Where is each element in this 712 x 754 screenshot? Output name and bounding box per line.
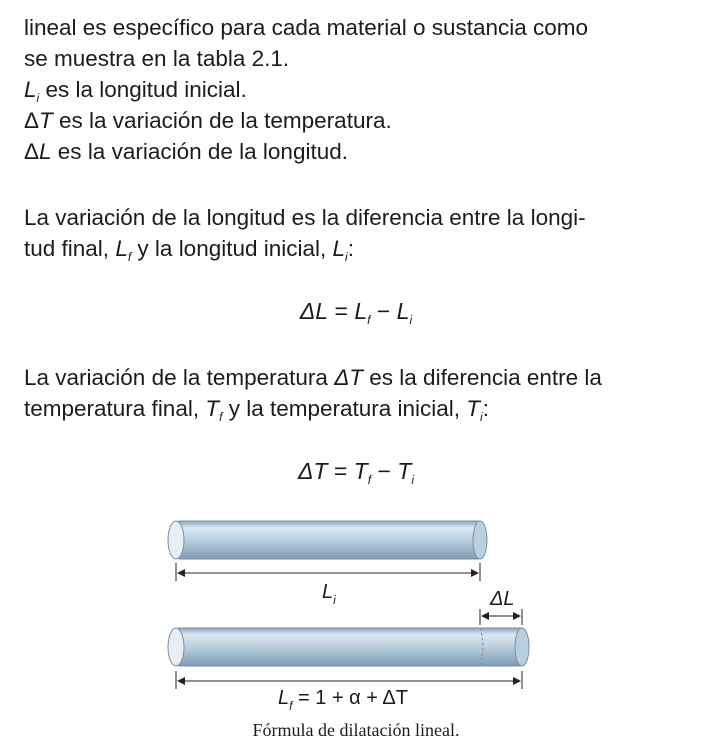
eq-subscript: f — [367, 313, 371, 327]
text-segment: y la temperatura inicial, — [222, 396, 467, 421]
text-line: se muestra en la tabla 2.1. — [24, 46, 290, 71]
subscript-f: f — [127, 250, 132, 264]
eq-subscript: f — [367, 473, 372, 487]
eq-minus: − — [371, 458, 398, 484]
initial-length-dimension — [176, 563, 480, 581]
subscript-i: i — [345, 250, 348, 264]
symbol-T: T — [39, 108, 53, 133]
li-definition — [24, 74, 696, 105]
delta-symbol: Δ — [24, 108, 40, 133]
dl-definition — [24, 136, 696, 167]
text-line — [24, 393, 696, 424]
label-delta-l: ΔL — [490, 588, 515, 610]
eq-equals: = — [327, 458, 354, 484]
delta-symbol: Δ — [24, 139, 40, 164]
definition-text: es la variación de la longitud. — [51, 139, 348, 164]
definition-text: es la longitud inicial. — [39, 77, 247, 102]
delta-l-dimension — [480, 609, 522, 625]
equation-delta-t — [0, 458, 712, 485]
figure-caption: Fórmula de dilatación lineal. — [252, 720, 460, 740]
symbol-L: L — [39, 139, 52, 164]
initial-rod — [168, 521, 487, 559]
eq-term: L — [396, 298, 410, 324]
text-segment: temperatura final, — [24, 396, 206, 421]
subscript-i: i — [480, 410, 483, 424]
text-line — [24, 362, 696, 393]
linear-expansion-diagram — [0, 505, 712, 715]
symbol-T: T — [466, 396, 481, 421]
symbol-L: L — [24, 77, 37, 102]
eq-subscript: i — [411, 473, 415, 487]
eq-lhs: ΔL — [299, 298, 329, 324]
label-final-length-formula: $L_f = 1 + \alpha + \Delta T$ — [278, 687, 409, 713]
text-segment: y la longitud inicial, — [131, 236, 333, 261]
text-segment: : — [482, 396, 489, 421]
text-segment: : — [347, 236, 354, 261]
paragraph-definitions — [24, 12, 696, 167]
eq-minus: − — [370, 298, 397, 324]
text-line: La variación de la longitud es la diferencia entre la longi- — [24, 205, 586, 230]
eq-term: T — [397, 458, 412, 484]
paragraph-length-variation — [24, 202, 696, 264]
eq-lhs: ΔT — [297, 458, 328, 484]
definition-text: es la variación de la temperatura. — [52, 108, 392, 133]
label-initial-length: $L_i$ — [322, 581, 336, 607]
text-segment: La variación de la temperatura — [24, 365, 335, 390]
text-segment: tud final, — [24, 236, 116, 261]
symbol-T: T — [205, 396, 220, 421]
symbol-delta-t: ΔT — [334, 365, 364, 390]
text-line — [24, 233, 696, 264]
eq-subscript: i — [409, 313, 413, 327]
equation-delta-l — [0, 298, 712, 325]
eq-equals: = — [328, 298, 355, 324]
eq-term: T — [353, 458, 368, 484]
dt-definition — [24, 105, 696, 136]
symbol-L: L — [115, 236, 128, 261]
text-line: lineal es específico para cada material o sustancia como — [24, 15, 589, 40]
subscript-f: f — [219, 410, 223, 424]
paragraph-temperature-variation — [24, 362, 696, 424]
expanded-rod — [168, 628, 529, 666]
eq-term: L — [354, 298, 368, 324]
symbol-L: L — [332, 236, 346, 261]
text-segment: es la diferencia entre la — [363, 365, 602, 390]
subscript-i: i — [36, 91, 40, 105]
